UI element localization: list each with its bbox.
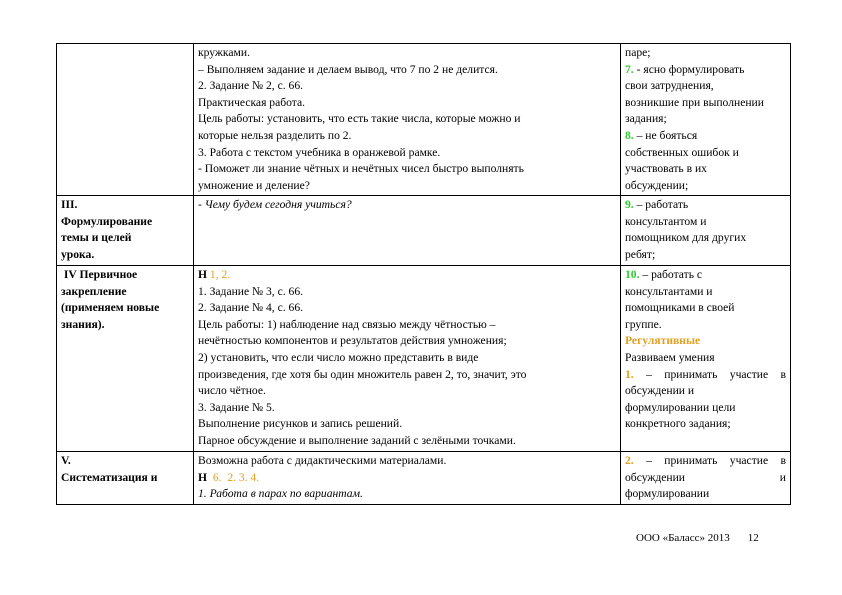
skill-line: 7. - ясно формулировать bbox=[625, 62, 745, 76]
lesson-plan-table bbox=[56, 43, 791, 505]
skill-number: 8. bbox=[625, 128, 634, 142]
skill-line: 10. – работать с bbox=[625, 268, 703, 281]
skill-line: 1. – принимать участие в bbox=[625, 367, 786, 381]
skill-line: помощниками в своей bbox=[625, 301, 735, 315]
skill-line: группе. bbox=[625, 317, 662, 331]
skill-number: 7. bbox=[625, 62, 634, 76]
stage-cell bbox=[57, 452, 194, 505]
section-heading: Регулятивные bbox=[625, 334, 701, 348]
content-line: Возможна работа с дидактическими материалами. bbox=[198, 454, 447, 467]
skill-line: участвовать в их bbox=[625, 162, 707, 176]
skill-line: обсуждении и bbox=[625, 470, 786, 484]
stage-line: IV Первичное bbox=[61, 268, 138, 281]
content-line: 3. Работа с текстом учебника в оранжевой рамке. bbox=[198, 145, 441, 159]
skill-number: 10. bbox=[625, 268, 640, 281]
skill-number: 9. bbox=[625, 198, 634, 211]
stage-line: закрепление bbox=[61, 284, 127, 298]
task-marker: Н bbox=[198, 470, 208, 484]
content-line: - Поможет ли знание чётных и нечётных чисел быстро выполнять bbox=[198, 162, 524, 176]
skills-cell bbox=[621, 266, 791, 452]
content-line: - Чему будем сегодня учиться? bbox=[198, 198, 352, 211]
skill-line: задания; bbox=[625, 112, 667, 126]
content-cell bbox=[194, 452, 621, 505]
content-line: 1. Задание № 3, с. 66. bbox=[198, 284, 304, 298]
task-numbers: 1, 2. bbox=[207, 268, 231, 281]
skills-cell bbox=[621, 452, 791, 505]
content-line: кружками. bbox=[198, 46, 250, 59]
content-line: 2. Задание № 2, с. 66. bbox=[198, 79, 304, 93]
stage-cell bbox=[57, 196, 194, 266]
skills-cell bbox=[621, 196, 791, 266]
task-header bbox=[198, 267, 616, 284]
table-row bbox=[57, 452, 791, 505]
skill-line: собственных ошибок и bbox=[625, 145, 739, 159]
content-line: 1. Работа в парах по вариантам. bbox=[198, 487, 363, 501]
page-footer bbox=[636, 532, 759, 544]
stage-line: темы и целей bbox=[61, 231, 132, 245]
skill-line: консультантом и bbox=[625, 214, 707, 228]
skill-line: помощником для других bbox=[625, 231, 747, 245]
content-cell bbox=[194, 44, 621, 196]
stage-line: III. bbox=[61, 198, 78, 211]
stage-line: Систематизация и bbox=[61, 470, 158, 484]
skill-line: формулировании bbox=[625, 487, 710, 501]
content-line: умножение и деление? bbox=[198, 178, 310, 192]
stage-line: знания). bbox=[61, 317, 105, 331]
stage-cell bbox=[57, 44, 194, 196]
skill-line: формулировании цели bbox=[625, 400, 736, 414]
skill-line: конкретного задания; bbox=[625, 417, 731, 431]
stage-line: Формулирование bbox=[61, 214, 153, 228]
table-row bbox=[57, 196, 791, 266]
content-line: нечётностью компонентов и результатов действия умножения; bbox=[198, 334, 507, 348]
content-line: Парное обсуждение и выполнение заданий с зелёными точками. bbox=[198, 433, 516, 447]
content-line: Практическая работа. bbox=[198, 95, 306, 109]
content-line: – Выполняем задание и делаем вывод, что 7 по 2 не делится. bbox=[198, 62, 498, 76]
skill-line: Развиваем умения bbox=[625, 350, 715, 364]
content-line: Выполнение рисунков и запись решений. bbox=[198, 417, 403, 431]
stage-line: урока. bbox=[61, 247, 95, 261]
publisher-text: ООО «Баласс» 2013 bbox=[636, 532, 730, 544]
skill-line: обсуждении и bbox=[625, 384, 695, 398]
stage-line: (применяем новые bbox=[61, 301, 160, 315]
skill-line: 2. – принимать участие в bbox=[625, 454, 786, 467]
content-line: Цель работы: 1) наблюдение над связью между чётностью – bbox=[198, 317, 496, 331]
content-line: которые нельзя разделить по 2. bbox=[198, 128, 352, 142]
task-header bbox=[198, 470, 616, 487]
content-line: 2) установить, что если число можно представить в виде bbox=[198, 350, 479, 364]
stage-line: V. bbox=[61, 454, 71, 467]
content-cell bbox=[194, 266, 621, 452]
skill-line: свои затруднения, bbox=[625, 79, 714, 93]
skill-line: 9. – работать bbox=[625, 198, 689, 211]
skill-line: консультантами и bbox=[625, 284, 713, 298]
skill-line: возникшие при выполнении bbox=[625, 95, 764, 109]
table-row bbox=[57, 266, 791, 452]
content-line: Цель работы: установить, что есть такие числа, которые можно и bbox=[198, 112, 521, 126]
task-numbers: 6. 2. 3. 4. bbox=[207, 470, 260, 484]
content-line: произведения, где хотя бы один множитель равен 2, то, значит, это bbox=[198, 367, 527, 381]
content-cell bbox=[194, 196, 621, 266]
stage-cell bbox=[57, 266, 194, 452]
task-marker: Н bbox=[198, 268, 208, 281]
content-line: 2. Задание № 4, с. 66. bbox=[198, 301, 304, 315]
skill-number: 2. bbox=[625, 454, 634, 467]
content-line: число чётное. bbox=[198, 384, 266, 398]
skill-line: обсуждении; bbox=[625, 178, 689, 192]
skill-number: 1. bbox=[625, 367, 634, 381]
skill-line: паре; bbox=[625, 46, 651, 59]
table-row bbox=[57, 44, 791, 196]
page-number: 12 bbox=[747, 532, 759, 544]
content-line: 3. Задание № 5. bbox=[198, 400, 275, 414]
skill-line: ребят; bbox=[625, 247, 656, 261]
skill-line: 8. – не бояться bbox=[625, 128, 698, 142]
skills-cell bbox=[621, 44, 791, 196]
